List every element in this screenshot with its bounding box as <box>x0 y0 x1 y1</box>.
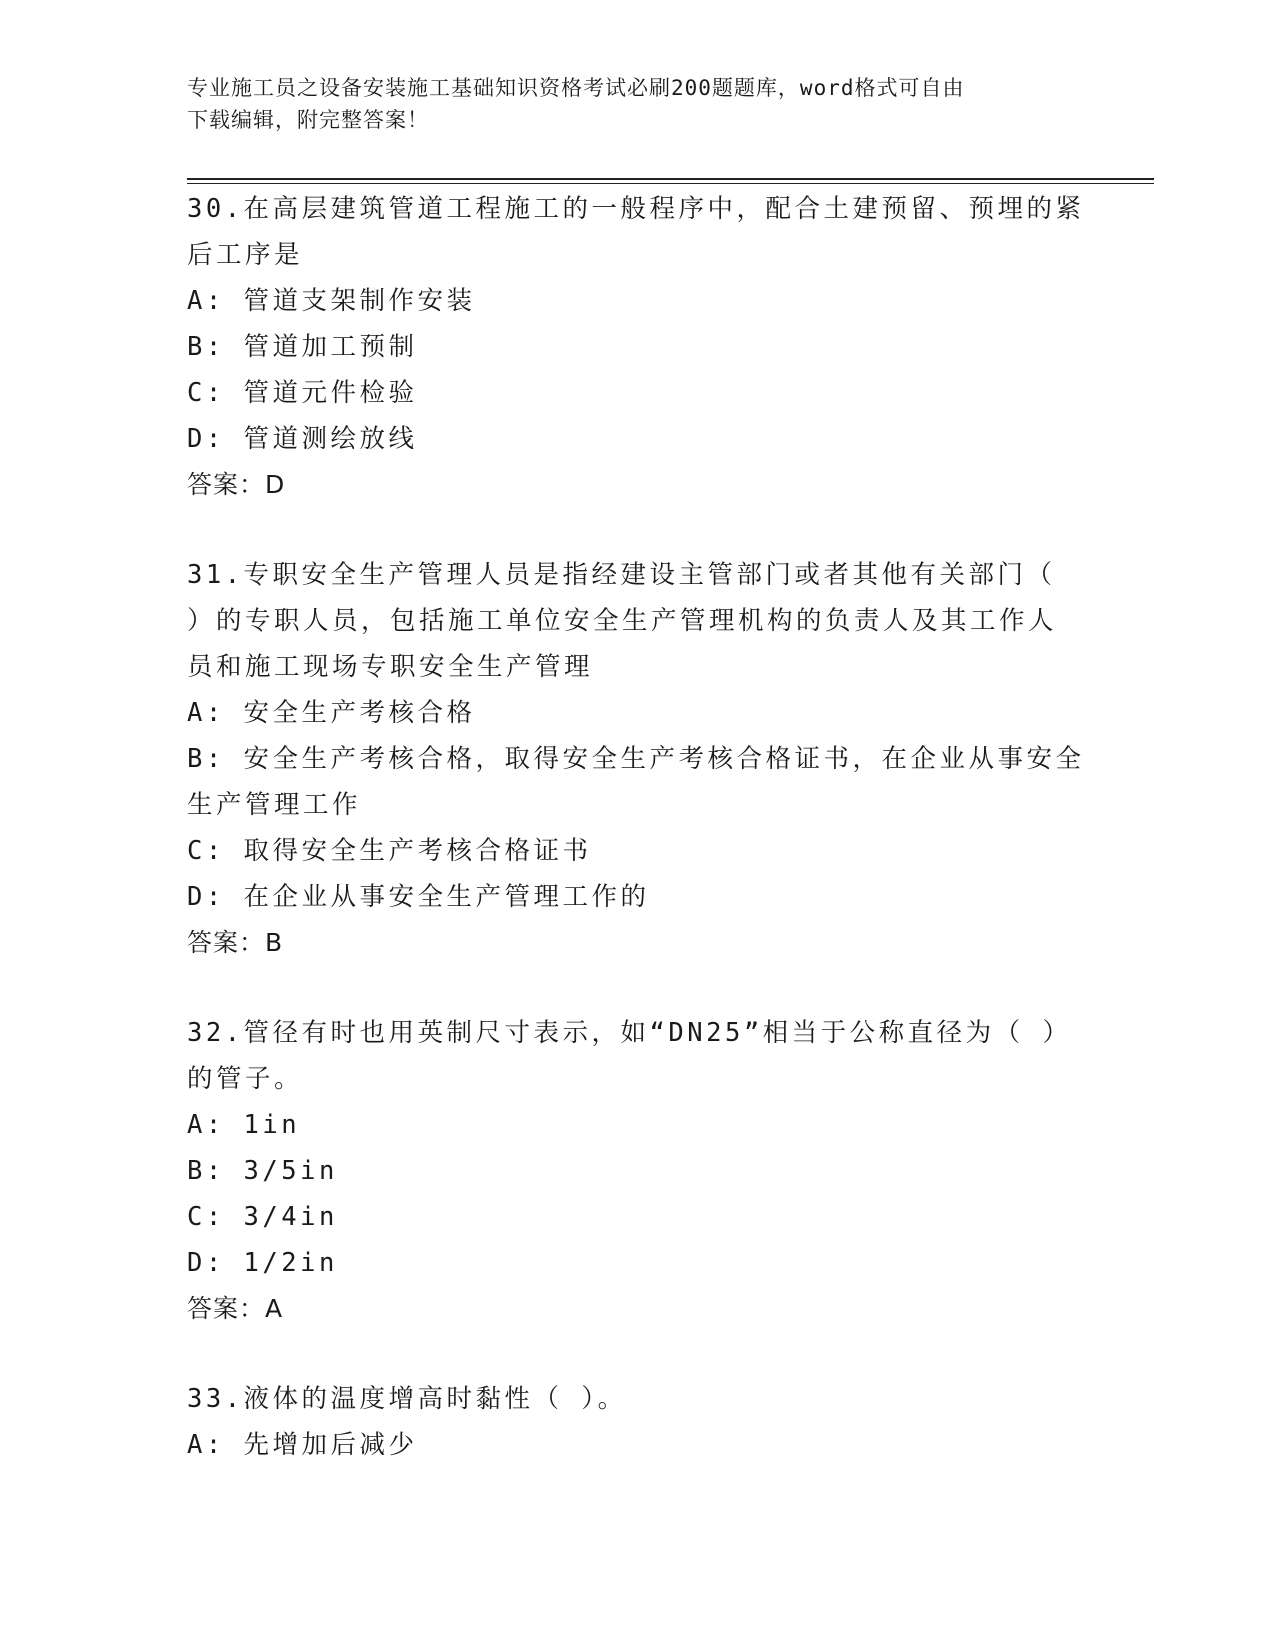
option-b: B: 安全生产考核合格，取得安全生产考核合格证书，在企业从事安全 <box>187 744 1085 774</box>
question-block <box>187 1010 1087 1332</box>
question-stem-line: 33.液体的温度增高时黏性（ ）。 <box>187 1384 627 1414</box>
answer-line: 答案：D <box>187 470 286 499</box>
option-d: D: 在企业从事安全生产管理工作的 <box>187 882 650 912</box>
question-stem-line: ）的专职人员，包括施工单位安全生产管理机构的负责人及其工作人 <box>187 606 1058 636</box>
option-a: A: 1in <box>187 1110 301 1140</box>
option-c: C: 管道元件检验 <box>187 378 418 408</box>
header-divider-bottom <box>187 183 1154 184</box>
option-d: D: 管道测绘放线 <box>187 424 418 454</box>
question-stem-line: 员和施工现场专职安全生产管理 <box>187 652 594 682</box>
question-stem-line: 30.在高层建筑管道工程施工的一般程序中，配合土建预留、预埋的紧 <box>187 194 1085 224</box>
option-c: C: 3/4in <box>187 1202 338 1232</box>
question-stem-line: 的管子。 <box>187 1064 304 1094</box>
option-d: D: 1/2in <box>187 1248 338 1278</box>
option-b-continued: 生产管理工作 <box>187 790 362 820</box>
document-header <box>187 72 1067 136</box>
question-block <box>187 552 1087 966</box>
option-c: C: 取得安全生产考核合格证书 <box>187 836 592 866</box>
option-a: A: 安全生产考核合格 <box>187 698 476 728</box>
question-list <box>187 186 1087 1468</box>
option-b: B: 3/5in <box>187 1156 338 1186</box>
option-a: A: 管道支架制作安装 <box>187 286 476 316</box>
answer-line: 答案：A <box>187 1294 284 1323</box>
question-block <box>187 186 1087 508</box>
option-a: A: 先增加后减少 <box>187 1430 418 1460</box>
header-line-2: 下载编辑，附完整答案！ <box>187 108 429 132</box>
question-stem-line: 后工序是 <box>187 240 304 270</box>
question-block <box>187 1376 1087 1468</box>
option-b: B: 管道加工预制 <box>187 332 418 362</box>
header-divider-top <box>187 178 1154 180</box>
question-stem-line: 32.管径有时也用英制尺寸表示，如“DN25”相当于公称直径为（ ） <box>187 1018 1072 1048</box>
question-stem-line: 31.专职安全生产管理人员是指经建设主管部门或者其他有关部门（ <box>187 560 1056 590</box>
header-line-1: 专业施工员之设备安装施工基础知识资格考试必刷200题题库，word格式可自由 <box>187 76 965 100</box>
answer-line: 答案：B <box>187 928 284 957</box>
